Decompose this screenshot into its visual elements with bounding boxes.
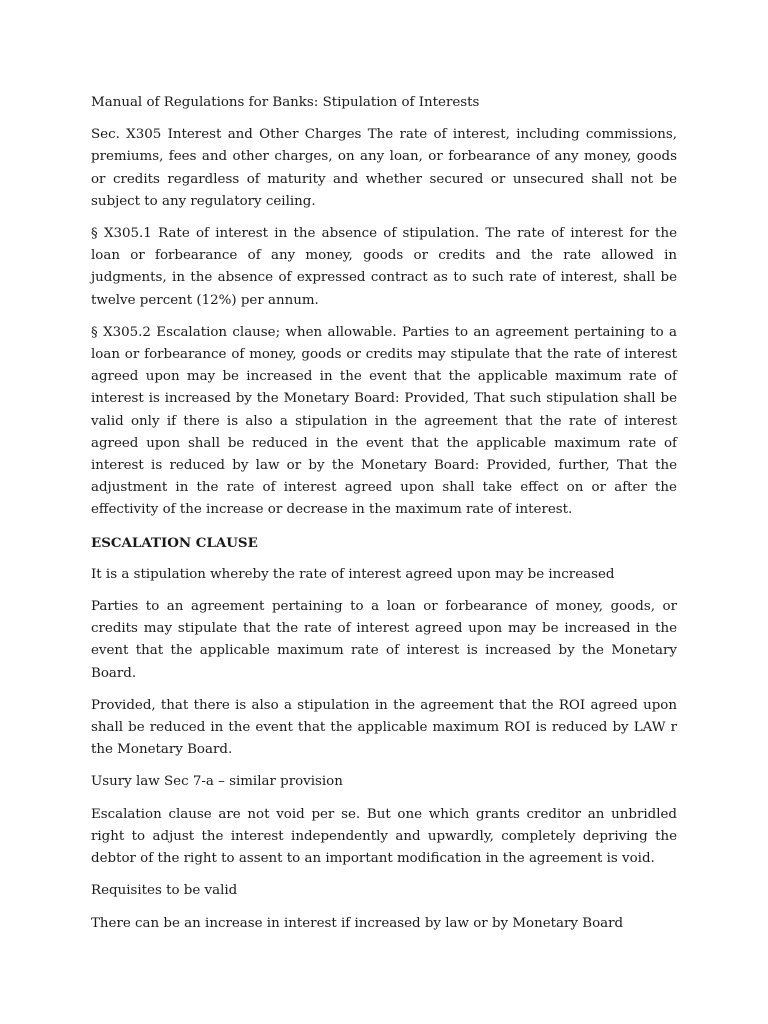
section-x305-1-paragraph: § X305.1 Rate of interest in the absence of stipulation. The rate of interest for the loan or forbearance of any money, goods or credits and the rate allowed in judgments, in the absence of expressed contract as to such rate of interest, shall be twelve percent (12%) per annum.	[91, 226, 677, 308]
increase-paragraph: There can be an increase in interest if increased by law or by Monetary Board	[91, 915, 624, 931]
usury-law-paragraph: Usury law Sec 7-a – similar provision	[91, 774, 343, 790]
definition-paragraph: It is a stipulation whereby the rate of interest agreed upon may be increased	[91, 566, 615, 582]
provided-paragraph: Provided, that there is also a stipulation in the agreement that the ROI agreed upon shall be reduced in the event that the applicable maximum ROI is reduced by LAW r the Monetary Board.	[91, 697, 677, 758]
section-x305-2-paragraph: § X305.2 Escalation clause; when allowable. Parties to an agreement pertaining to a loan or forbearance of money, goods or credits may stipulate that the rate of interest agreed upon may be increased in the event that the applicable maximum rate of interest is increased by the Monetary Board: Provided, That such stipulation shall be valid only if there is also a stipulation in the agreement that the rate of interest agreed upon shall be reduced in the event that the applicable maximum rate of interest is reduced by law or by the Monetary Board: Provided, further, That the adjustment in the rate of interest agreed upon shall take effect on or after the effectivity of the increase or decrease in the maximum rate of interest.	[91, 324, 677, 518]
escalation-clause-heading: ESCALATION CLAUSE	[91, 534, 258, 551]
document-title: Manual of Regulations for Banks: Stipulation of Interests	[91, 95, 480, 110]
section-x305-paragraph: Sec. X305 Interest and Other Charges The rate of interest, including commissions, premiums, fees and other charges, on any loan, or forbearance of any money, goods or credits regardless of maturity and whether secured or unsecured shall not be subject to any regulatory ceiling.	[91, 127, 677, 209]
requisites-paragraph: Requisites to be valid	[91, 883, 238, 899]
document-page	[91, 92, 677, 945]
void-clause-paragraph: Escalation clause are not void per se. But one which grants creditor an unbridled right to adjust the interest independently and upwardly, completely depriving the debtor of the right to assent to an important modification in the agreement is void.	[91, 806, 677, 867]
parties-paragraph: Parties to an agreement pertaining to a loan or forbearance of money, goods, or credits may stipulate that the rate of interest agreed upon may be increased in the event that the applicable maximum rate of interest is increased by the Monetary Board.	[91, 599, 677, 681]
